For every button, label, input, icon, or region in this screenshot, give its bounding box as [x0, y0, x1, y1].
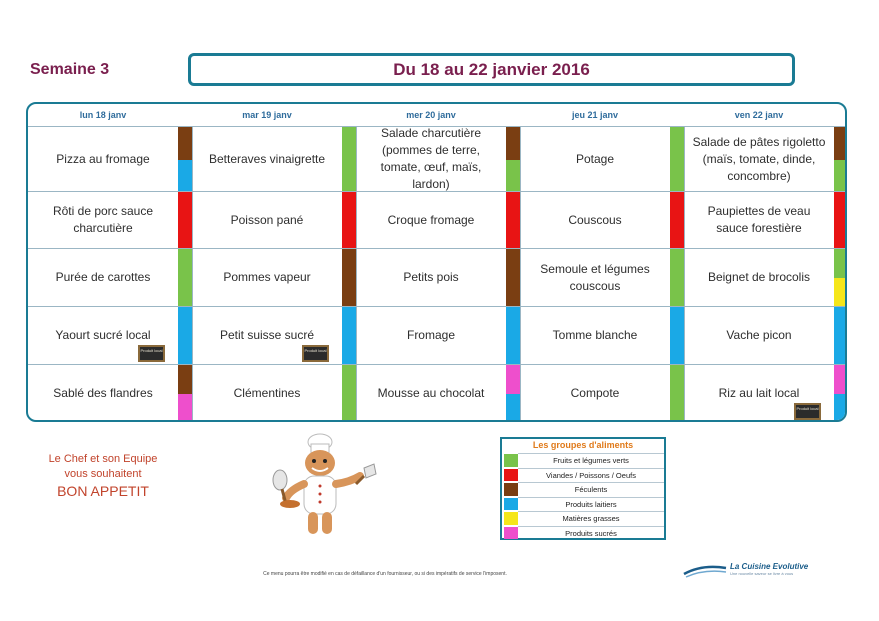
menu-cell	[28, 306, 192, 364]
menu-cell	[192, 191, 356, 248]
food-group-marker	[342, 192, 356, 249]
food-group-marker	[506, 127, 520, 160]
menu-cell	[356, 191, 520, 248]
food-group-marker	[342, 307, 356, 365]
food-group-marker	[506, 307, 520, 365]
dish-name: Croque fromage	[387, 212, 475, 227]
day-header: lun 18 janv	[79, 110, 127, 120]
chef-greeting-line2: vous souhaitent	[64, 468, 142, 480]
dish-name: Pommes vapeur	[223, 270, 311, 284]
day-header: mer 20 janv	[406, 110, 456, 120]
week-label: Semaine 3	[30, 61, 110, 78]
local-product-badge-icon: Produit local	[302, 345, 329, 362]
dish-name: Pizza au fromage	[56, 151, 150, 166]
column-divider	[684, 126, 685, 420]
column-divider	[356, 126, 357, 420]
food-group-marker	[178, 192, 192, 249]
day-header: jeu 21 janv	[571, 110, 619, 120]
dish-name: Petit suisse sucré	[219, 328, 315, 342]
dish-name: Sablé des flandres	[53, 386, 153, 400]
menu-footnote: Ce menu pourra être modifié en cas de défaillance d'un fournisseur, ou si des impératifs de service l'imposent.	[263, 571, 507, 577]
menu-cell	[192, 126, 356, 191]
day-header: mar 19 janv	[242, 110, 292, 120]
food-group-marker	[178, 365, 192, 394]
food-group-marker	[834, 307, 847, 365]
food-group-marker	[342, 249, 356, 307]
legend-row	[502, 511, 664, 526]
dish-name: Rôti de porc sauce charcutière	[52, 204, 154, 235]
dish-name: Couscous	[568, 212, 622, 227]
legend-label: Produits laitiers	[518, 497, 664, 512]
legend-row	[502, 526, 664, 541]
menu-cell	[520, 191, 684, 248]
menu-cell	[684, 126, 847, 191]
food-group-marker	[178, 307, 192, 365]
day-headers-row	[28, 104, 845, 126]
column-divider	[520, 126, 521, 420]
food-group-marker	[506, 365, 520, 394]
menu-cell	[684, 191, 847, 248]
legend-swatch	[504, 527, 518, 540]
dish-name: Fromage	[406, 328, 456, 342]
legend-label: Matières grasses	[518, 511, 664, 526]
legend-swatch	[504, 498, 518, 511]
food-group-marker	[670, 365, 684, 422]
food-group-marker	[834, 249, 847, 278]
day-header: ven 22 janv	[734, 110, 784, 120]
menu-cell	[28, 191, 192, 248]
dish-name: Salade charcutière (pommes de terre, tomate, œuf, maïs, lardon)	[380, 126, 482, 191]
logo-tagline: Une nouvelle saveur se livre à vous	[730, 571, 794, 576]
chef-greeting	[28, 452, 178, 500]
legend-title: Les groupes d'aliments	[532, 440, 634, 450]
food-group-marker	[670, 307, 684, 365]
food-group-marker	[506, 160, 520, 193]
menu-cell	[520, 248, 684, 306]
menu-cell	[684, 248, 847, 306]
menu-cell	[28, 126, 192, 191]
food-group-marker	[834, 160, 847, 193]
legend-label: Viandes / Poissons / Oeufs	[518, 468, 664, 483]
date-range-text: Du 18 au 22 janvier 2016	[393, 59, 590, 79]
local-product-badge-icon: Produit local	[794, 403, 821, 420]
food-group-marker	[834, 127, 847, 160]
logo-swoosh-icon	[682, 560, 728, 580]
dish-name: Mousse au chocolat	[377, 386, 485, 400]
menu-cell	[520, 364, 684, 422]
menu-cell	[28, 364, 192, 422]
dish-name: Clémentines	[233, 386, 301, 400]
food-group-marker	[834, 192, 847, 249]
legend-row	[502, 482, 664, 497]
food-groups-legend	[500, 437, 666, 540]
menu-cell	[192, 306, 356, 364]
dish-name: Salade de pâtes rigoletto (maïs, tomate, dinde, concombre)	[692, 134, 826, 183]
legend-swatch	[504, 512, 518, 525]
dish-name: Purée de carottes	[55, 270, 151, 284]
legend-label: Produits sucrés	[518, 526, 664, 541]
dish-name: Tomme blanche	[552, 328, 638, 342]
food-group-marker	[506, 394, 520, 422]
food-group-marker	[178, 160, 192, 193]
dish-name: Vache picon	[726, 328, 792, 342]
company-logo	[682, 560, 832, 580]
legend-row	[502, 497, 664, 512]
food-group-marker	[342, 127, 356, 192]
food-group-marker	[178, 394, 192, 422]
dish-name: Paupiettes de veau sauce forestière	[707, 204, 811, 235]
dish-name: Semoule et légumes couscous	[540, 261, 650, 293]
legend-swatch	[504, 483, 518, 496]
dish-name: Betteraves vinaigrette	[208, 151, 326, 166]
legend-swatch	[504, 469, 518, 482]
menu-cell	[192, 248, 356, 306]
local-product-badge-icon: Produit local	[138, 345, 165, 362]
dish-name: Poisson pané	[230, 212, 304, 227]
chef-greeting-line1: Le Chef et son Equipe	[48, 453, 158, 465]
legend-row	[502, 468, 664, 483]
food-group-marker	[670, 127, 684, 192]
food-group-marker	[670, 192, 684, 249]
menu-cell	[356, 248, 520, 306]
weekly-menu-table	[26, 102, 847, 422]
legend-label: Féculents	[518, 482, 664, 497]
legend-swatch	[504, 454, 518, 467]
food-group-marker	[834, 365, 847, 394]
dish-name: Petits pois	[403, 270, 459, 284]
food-group-marker	[342, 365, 356, 422]
menu-cell	[356, 364, 520, 422]
food-group-marker	[834, 394, 847, 422]
chef-mascot-illustration	[268, 432, 388, 542]
dish-name: Potage	[575, 151, 615, 166]
dish-name: Yaourt sucré local	[55, 328, 151, 342]
food-group-marker	[506, 192, 520, 249]
menu-cell	[684, 306, 847, 364]
menu-cell	[28, 248, 192, 306]
food-group-marker	[506, 249, 520, 307]
food-group-marker	[178, 127, 192, 160]
chef-greeting-line3: BON APPETIT	[57, 483, 149, 499]
menu-cell	[520, 126, 684, 191]
dish-name: Beignet de brocolis	[707, 270, 811, 284]
column-divider	[192, 126, 193, 420]
food-group-marker	[178, 249, 192, 307]
dish-name: Compote	[570, 386, 620, 400]
menu-cell	[192, 364, 356, 422]
food-group-marker	[834, 278, 847, 307]
menu-cell	[684, 364, 847, 422]
legend-label: Fruits et légumes verts	[518, 453, 664, 468]
menu-cell	[520, 306, 684, 364]
date-range-banner	[188, 53, 795, 86]
logo-name: La Cuisine Evolutive	[730, 562, 809, 571]
dish-name: Riz au lait local	[718, 386, 800, 400]
food-group-marker	[670, 249, 684, 307]
legend-row	[502, 453, 664, 468]
menu-cell	[356, 306, 520, 364]
menu-cell	[356, 126, 520, 191]
